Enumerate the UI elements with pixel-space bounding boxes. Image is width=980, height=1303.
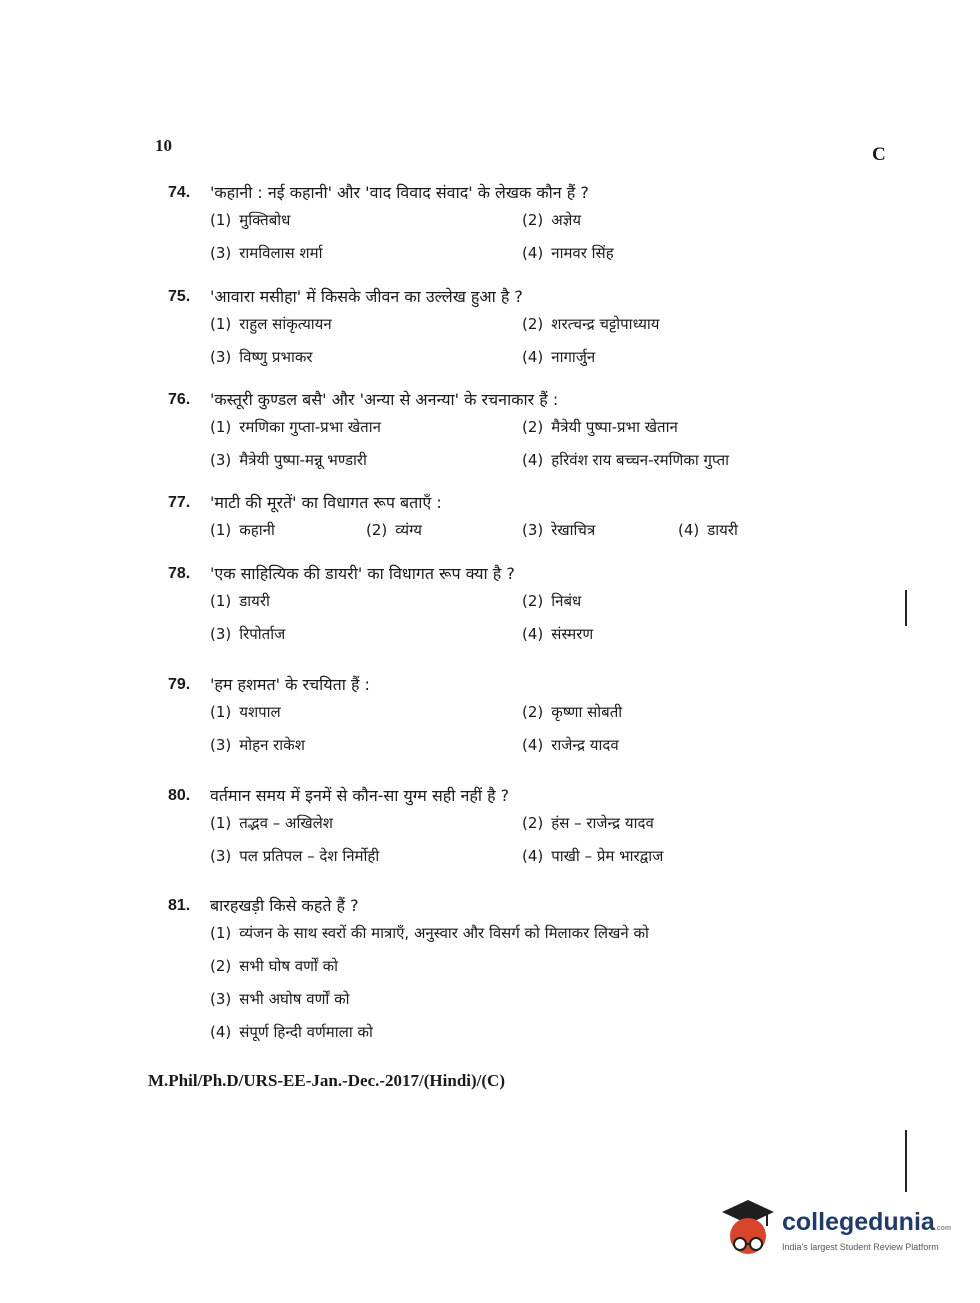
option-3: (3) सभी अघोष वर्णों को <box>210 990 350 1008</box>
option-2: (2) मैत्रेयी पुष्पा-प्रभा खेतान <box>522 418 678 436</box>
scan-mark <box>905 590 907 626</box>
option-1: (1) डायरी <box>210 592 270 610</box>
question-number: 77. <box>168 494 191 511</box>
option-2: (2) हंस – राजेन्द्र यादव <box>522 814 654 832</box>
option-3: (3) मोहन राकेश <box>210 736 305 754</box>
option-4: (4) संस्मरण <box>522 625 594 643</box>
option-2: (2) शरत्चन्द्र चट्टोपाध्याय <box>522 315 660 333</box>
question-74 <box>168 182 808 270</box>
option-1: (1) कहानी <box>210 521 275 539</box>
question-number: 81. <box>168 897 191 914</box>
question-79 <box>168 674 808 762</box>
page-number: 10 <box>155 136 172 155</box>
option-3: (3) रेखाचित्र <box>522 521 596 539</box>
question-number: 80. <box>168 787 191 804</box>
question-76 <box>168 389 808 477</box>
collegedunia-logo <box>718 1198 952 1268</box>
option-3: (3) पल प्रतिपल – देश निर्मोही <box>210 847 380 865</box>
option-1: (1) व्यंजन के साथ स्वरों की मात्राएँ, अनुस्वार और विसर्ग को मिलाकर लिखने को <box>210 924 649 942</box>
question-number: 74. <box>168 184 191 201</box>
set-code: C <box>872 144 886 165</box>
option-2: (2) अज्ञेय <box>522 211 582 229</box>
option-4: (4) राजेन्द्र यादव <box>522 736 619 754</box>
option-4: (4) नागार्जुन <box>522 348 596 366</box>
question-number: 75. <box>168 288 191 305</box>
option-4: (4) डायरी <box>678 521 738 539</box>
question-81 <box>168 895 808 1049</box>
question-text: 'आवारा मसीहा' में किसके जीवन का उल्लेख हुआ है ? <box>210 287 523 306</box>
mascot-icon <box>718 1198 778 1260</box>
option-3: (3) विष्णु प्रभाकर <box>210 348 313 366</box>
option-3: (3) रिपोर्ताज <box>210 625 286 643</box>
question-80 <box>168 785 808 873</box>
question-78 <box>168 563 808 651</box>
question-text: 'हम हशमत' के रचयिता हैं : <box>210 675 370 694</box>
question-text: 'कहानी : नई कहानी' और 'वाद विवाद संवाद' के लेखक कौन हैं ? <box>210 183 589 202</box>
question-number: 79. <box>168 676 191 693</box>
question-text: 'एक साहित्यिक की डायरी' का विधागत रूप क्या है ? <box>210 564 515 583</box>
option-2: (2) सभी घोष वर्णों को <box>210 957 339 975</box>
option-2: (2) व्यंग्य <box>366 521 422 539</box>
option-1: (1) रमणिका गुप्ता-प्रभा खेतान <box>210 418 381 436</box>
option-3: (3) मैत्रेयी पुष्पा-मन्नू भण्डारी <box>210 451 367 469</box>
option-1: (1) यशपाल <box>210 703 281 721</box>
option-4: (4) पाखी – प्रेम भारद्वाज <box>522 847 664 865</box>
option-1: (1) राहुल सांकृत्यायन <box>210 315 332 333</box>
question-number: 78. <box>168 565 191 582</box>
question-number: 76. <box>168 391 191 408</box>
option-4: (4) नामवर सिंह <box>522 244 614 262</box>
option-1: (1) तद्भव – अखिलेश <box>210 814 333 832</box>
question-75 <box>168 286 808 374</box>
option-4: (4) संपूर्ण हिन्दी वर्णमाला को <box>210 1023 373 1041</box>
question-text: बारहखड़ी किसे कहते हैं ? <box>210 896 359 915</box>
option-3: (3) रामविलास शर्मा <box>210 244 323 262</box>
option-2: (2) निबंध <box>522 592 582 610</box>
question-text: 'कस्तूरी कुण्डल बसै' और 'अन्या से अनन्या' के रचनाकार हैं : <box>210 390 559 409</box>
option-4: (4) हरिवंश राय बच्चन-रमणिका गुप्ता <box>522 451 730 469</box>
question-77 <box>168 492 808 547</box>
option-1: (1) मुक्तिबोध <box>210 211 291 229</box>
brand-name: collegedunia.com <box>782 1208 952 1236</box>
scan-mark <box>905 1130 907 1192</box>
option-2: (2) कृष्णा सोबती <box>522 703 623 721</box>
footer-code: M.Phil/Ph.D/URS-EE-Jan.-Dec.-2017/(Hindi)/(C) <box>148 1071 505 1090</box>
brand-tagline: India's largest Student Review Platform <box>782 1242 939 1252</box>
question-text: 'माटी की मूरतें' का विधागत रूप बताएँ : <box>210 493 442 512</box>
question-text: वर्तमान समय में इनमें से कौन-सा युग्म सही नहीं है ? <box>210 786 510 805</box>
